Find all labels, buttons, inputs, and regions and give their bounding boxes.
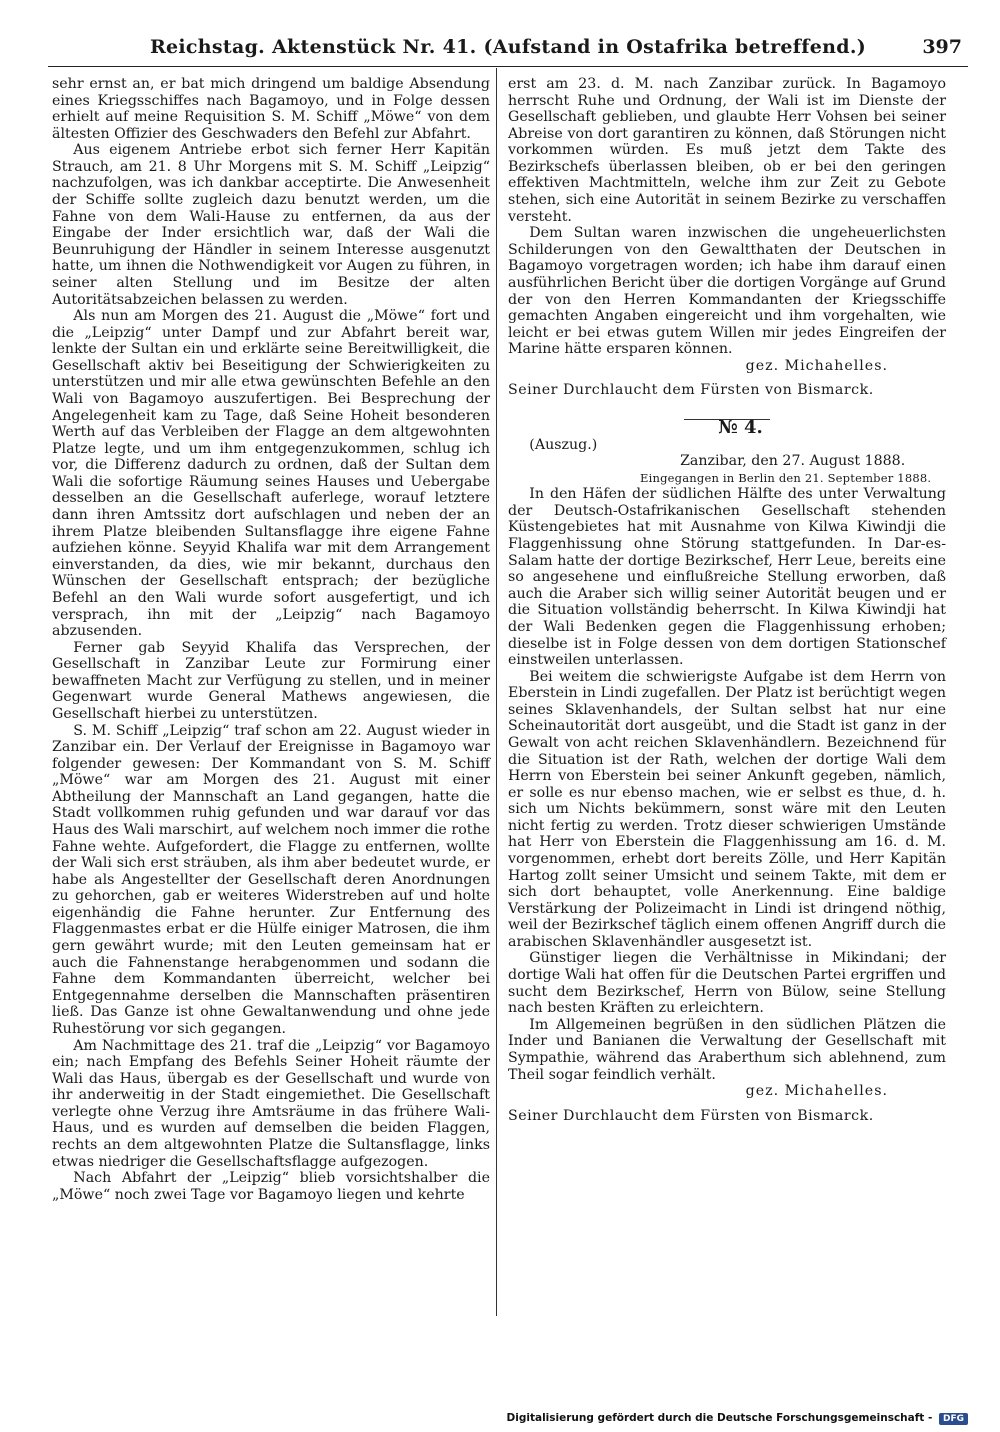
paragraph: Dem Sultan waren inzwischen die ungeheuerlichsten Schilderungen von den Gewaltthaten der Deutschen in Bagamoyo vorgetragen worden; ich habe ihm darauf einen ausführlichen Bericht über die dortigen Vorgänge auf Grund der von den Herren Kommandanten der Kriegsschiffe gemachten Angaben eingereicht und ihm vorgehalten, wie leicht er bei etwas gutem Willen mir jedes Eingreifen der Marine hätte ersparen können. (508, 225, 946, 358)
left-column (52, 76, 490, 1203)
paragraph: erst am 23. d. M. nach Zanzibar zurück. In Bagamoyo herrscht Ruhe und Ordnung, der Wali ist im Dienste der Gesellschaft geblieben, und glaubte Herr Vohsen bei seiner Abreise von dort garantiren zu können, daß Störungen nicht vorkommen würden. Es muß jetzt dem Takte des Bezirkschefs überlassen bleiben, ob er bei den geringen effektiven Machtmitteln, welche ihm zur Zeit zu Gebote stehen, sich eine Autorität in seinem Bezirke zu verschaffen versteht. (508, 76, 946, 225)
page-header (48, 36, 968, 62)
footer-credit (507, 1412, 968, 1425)
paragraph: Nach Abfahrt der „Leipzig“ blieb vorsichtshalber die „Möwe“ noch zwei Tage vor Bagamoyo liegen und kehrte (52, 1170, 490, 1203)
header-rule (48, 66, 968, 67)
paragraph: sehr ernst an, er bat mich dringend um baldige Absendung eines Kriegsschiffes nach Bagamoyo, und in Folge dessen erhielt auf meine Requisition S. M. Schiff „Möwe“ von dem ältesten Offizier des Geschwaders den Befehl zur Abfahrt. (52, 76, 490, 142)
addressee: Seiner Durchlaucht dem Fürsten von Bismarck. (508, 1107, 874, 1124)
addressee: Seiner Durchlaucht dem Fürsten von Bismarck. (508, 382, 874, 399)
paragraph: S. M. Schiff „Leipzig“ traf schon am 22. August wieder in Zanzibar ein. Der Verlauf der Ereignisse in Bagamoyo war folgender gewesen: Der Kommandant von S. M. Schiff „Möwe“ war am Morgen des 21. August mit einer Abtheilung der Mannschaft an Land gegangen, hatte die Stadt vollkommen ruhig gefunden und war darauf vor das Haus des Wali marschirt, auf welchem noch immer die rothe Fahne wehte. Aufgefordert, die Flagge zu entfernen, wollte der Wali sich erst sträuben, als ihm aber bedeutet wurde, er habe als Angestellter der Gesellschaft deren Anordnungen zu gehorchen, gab er weiteres Widerstreben auf und holte eigenhändig die Fahne herunter. Zur Entfernung des Flaggenmastes erbat er die Hülfe einiger Matrosen, die ihm gern gewährt wurde; mit den Leuten gemeinsam hat er auch die Fahnenstange herabgenommen und sodann die Fahne dem Kommandanten überreicht, welcher bei Entgegennahme derselben die Mannschaften präsentiren ließ. Das Ganze ist ohne Gewaltanwendung und ohne jede Ruhestörung vor sich gegangen. (52, 722, 490, 1037)
signature: gez. Michahelles. (745, 1083, 888, 1100)
dateline: Zanzibar, den 27. August 1888. (680, 453, 906, 470)
dfg-logo: DFG (939, 1413, 968, 1425)
paragraph: Am Nachmittage des 21. traf die „Leipzig“ vor Bagamoyo ein; nach Empfang des Befehls Seiner Hoheit räumte der Wali das Haus, übergab es der Gesellschaft und wurde von ihr anderweitig in der Stadt eingemiethet. Die Gesellschaft verlegte ohne Verzug ihre Amtsräume in das frühere Wali-Haus, und es wurden auf demselben die beiden Flaggen, rechts an dem altgewohnten Platze die Sultansflagge, links etwas niedriger die Gesellschaftsflagge aufgezogen. (52, 1037, 490, 1170)
paragraph: Im Allgemeinen begrüßen in den südlichen Plätzen die Inder und Banianen die Verwaltung der Gesellschaft mit Sympathie, während das Araberthum sich ablehnend, zum Theil sogar feindlich verhält. (508, 1016, 946, 1083)
excerpt-label: (Auszug.) (529, 436, 598, 453)
paragraph: Bei weitem die schwierigste Aufgabe ist dem Herrn von Eberstein in Lindi zugefallen. Der Platz ist berüchtigt wegen seines Sklavenhandels, der Sultan selbst hat nur eine Scheinautorität dort ausgeübt, und die Stadt ist ganz in der Gewalt von acht reichen Sklavenhändlern. Bezeichnend für die Situation ist der Rath, welchen der dortige Wali dem Herrn von Eberstein bei seiner Ankunft gegeben, nämlich, er solle es nur ebenso machen, wie er selbst es thue, d. h. sich um Nichts bekümmern, sonst wäre mit den Leuten nicht fertig zu werden. Trotz dieser schwierigen Umstände hat Herr von Eberstein die Flaggenhissung am 16. d. M. vorgenommen, erhebt dort bereits Zölle, und Herr Kapitän Hartog zollt seiner Umsicht und seinem Takte, mit dem er sich dort behauptet, volle Anerkennung. Eine baldige Verstärkung der Polizeimacht in Lindi ist dringend nöthig, weil der Bezirkschef täglich einem offenen Angriff durch die arabischen Sklavenhändler ausgesetzt ist. (508, 668, 946, 950)
running-title: Reichstag. Aktenstück Nr. 41. (Aufstand in Ostafrika betreffend.) (149, 36, 867, 58)
column-divider (496, 68, 497, 1316)
paragraph: Günstiger liegen die Verhältnisse in Mikindani; der dortige Wali hat offen für die Deutschen Partei ergriffen und sucht dem Bezirkschef, Herrn von Bülow, seine Stellung nach besten Kräften zu erleichtern. (508, 950, 946, 1017)
paragraph: Als nun am Morgen des 21. August die „Möwe“ fort und die „Leipzig“ unter Dampf und zur Abfahrt bereit war, lenkte der Sultan ein und erklärte seine Bereitwilligkeit, die Gesellschaft aktiv bei Beseitigung der Schwierigkeiten zu unterstützen und mir alle etwa gewünschten Befehle an den Wali von Bagamoyo auszufertigen. Bei Besprechung der Angelegenheit kam zu Tage, daß Seine Hoheit besonderen Werth auf das Verbleiben der Flagge an dem altgewohnten Platze legte, und um ihm entgegenzukommen, schlug ich vor, die Differenz dadurch zu ordnen, daß der Sultan dem Wali die sofortige Räumung seines Hauses und Uebergabe desselben an die Gesellschaft auferlege, worauf letztere dann ihren Amtssitz dort aufschlagen und neben der an ihrem Platze bleibenden Sultansflagge ihre eigene Fahne aufziehen könne. Seyyid Khalifa war mit dem Arrangement einverstanden, da dies, wie mir bekannt, durchaus den Wünschen der Gesellschaft entsprach; der bezügliche Befehl an den Wali wurde sofort ausgefertigt, und ich versprach, ihn mit der „Leipzig“ nach Bagamoyo abzusenden. (52, 308, 490, 640)
page-number: 397 (922, 36, 962, 58)
right-column (508, 76, 946, 1124)
footer-text: Digitalisierung gefördert durch die Deutsche Forschungsgemeinschaft - (506, 1412, 933, 1424)
paragraph: Aus eigenem Antriebe erbot sich ferner Herr Kapitän Strauch, am 21. 8 Uhr Morgens mit S. M. Schiff „Leipzig“ nachzufolgen, was ich dankbar acceptirte. Die Anwesenheit der Schiffe sollte zugleich dazu benutzt werden, um die Fahne von dem Wali-Hause zu entfernen, da aus der Eingabe der Inder ersichtlich war, daß der Wali die Beunruhigung der Händler in seinem Interesse ausgenutzt hatte, um ihnen die Nothwendigkeit vor Augen zu führen, in seiner alten Stellung und im Besitze der alten Autoritätsabzeichen belassen zu werden. (52, 142, 490, 308)
document-number: № 4. (718, 416, 763, 438)
signature: gez. Michahelles. (745, 357, 888, 374)
received-line: Eingegangen in Berlin den 21. September 1888. (640, 470, 932, 485)
paragraph: In den Häfen der südlichen Hälfte des unter Verwaltung der Deutsch-Ostafrikanischen Gesellschaft stehenden Küstengebietes hat mit Ausnahme von Kilwa Kiwindji die Flaggenhissung ohne Störung stattgefunden. In Dar-es-Salam hatte der dortige Bezirkschef, Herr Leue, bereits eine so angesehene und einflußreiche Stellung erworben, daß auch die Araber sich willig seiner Autorität beugen und er die Situation vollständig beherrscht. In Kilwa Kiwindji hat der Wali Bedenken gegen die Flaggenhissung erhoben; dieselbe ist in Folge dessen von dem dortigen Stationschef einstweilen unterlassen. (508, 486, 946, 669)
paragraph: Ferner gab Seyyid Khalifa das Versprechen, der Gesellschaft in Zanzibar Leute zur Formirung einer bewaffneten Macht zur Verfügung zu stellen, und in meiner Gegenwart wurde General Mathews angewiesen, die Gesellschaft hierbei zu unterstützen. (52, 639, 490, 722)
